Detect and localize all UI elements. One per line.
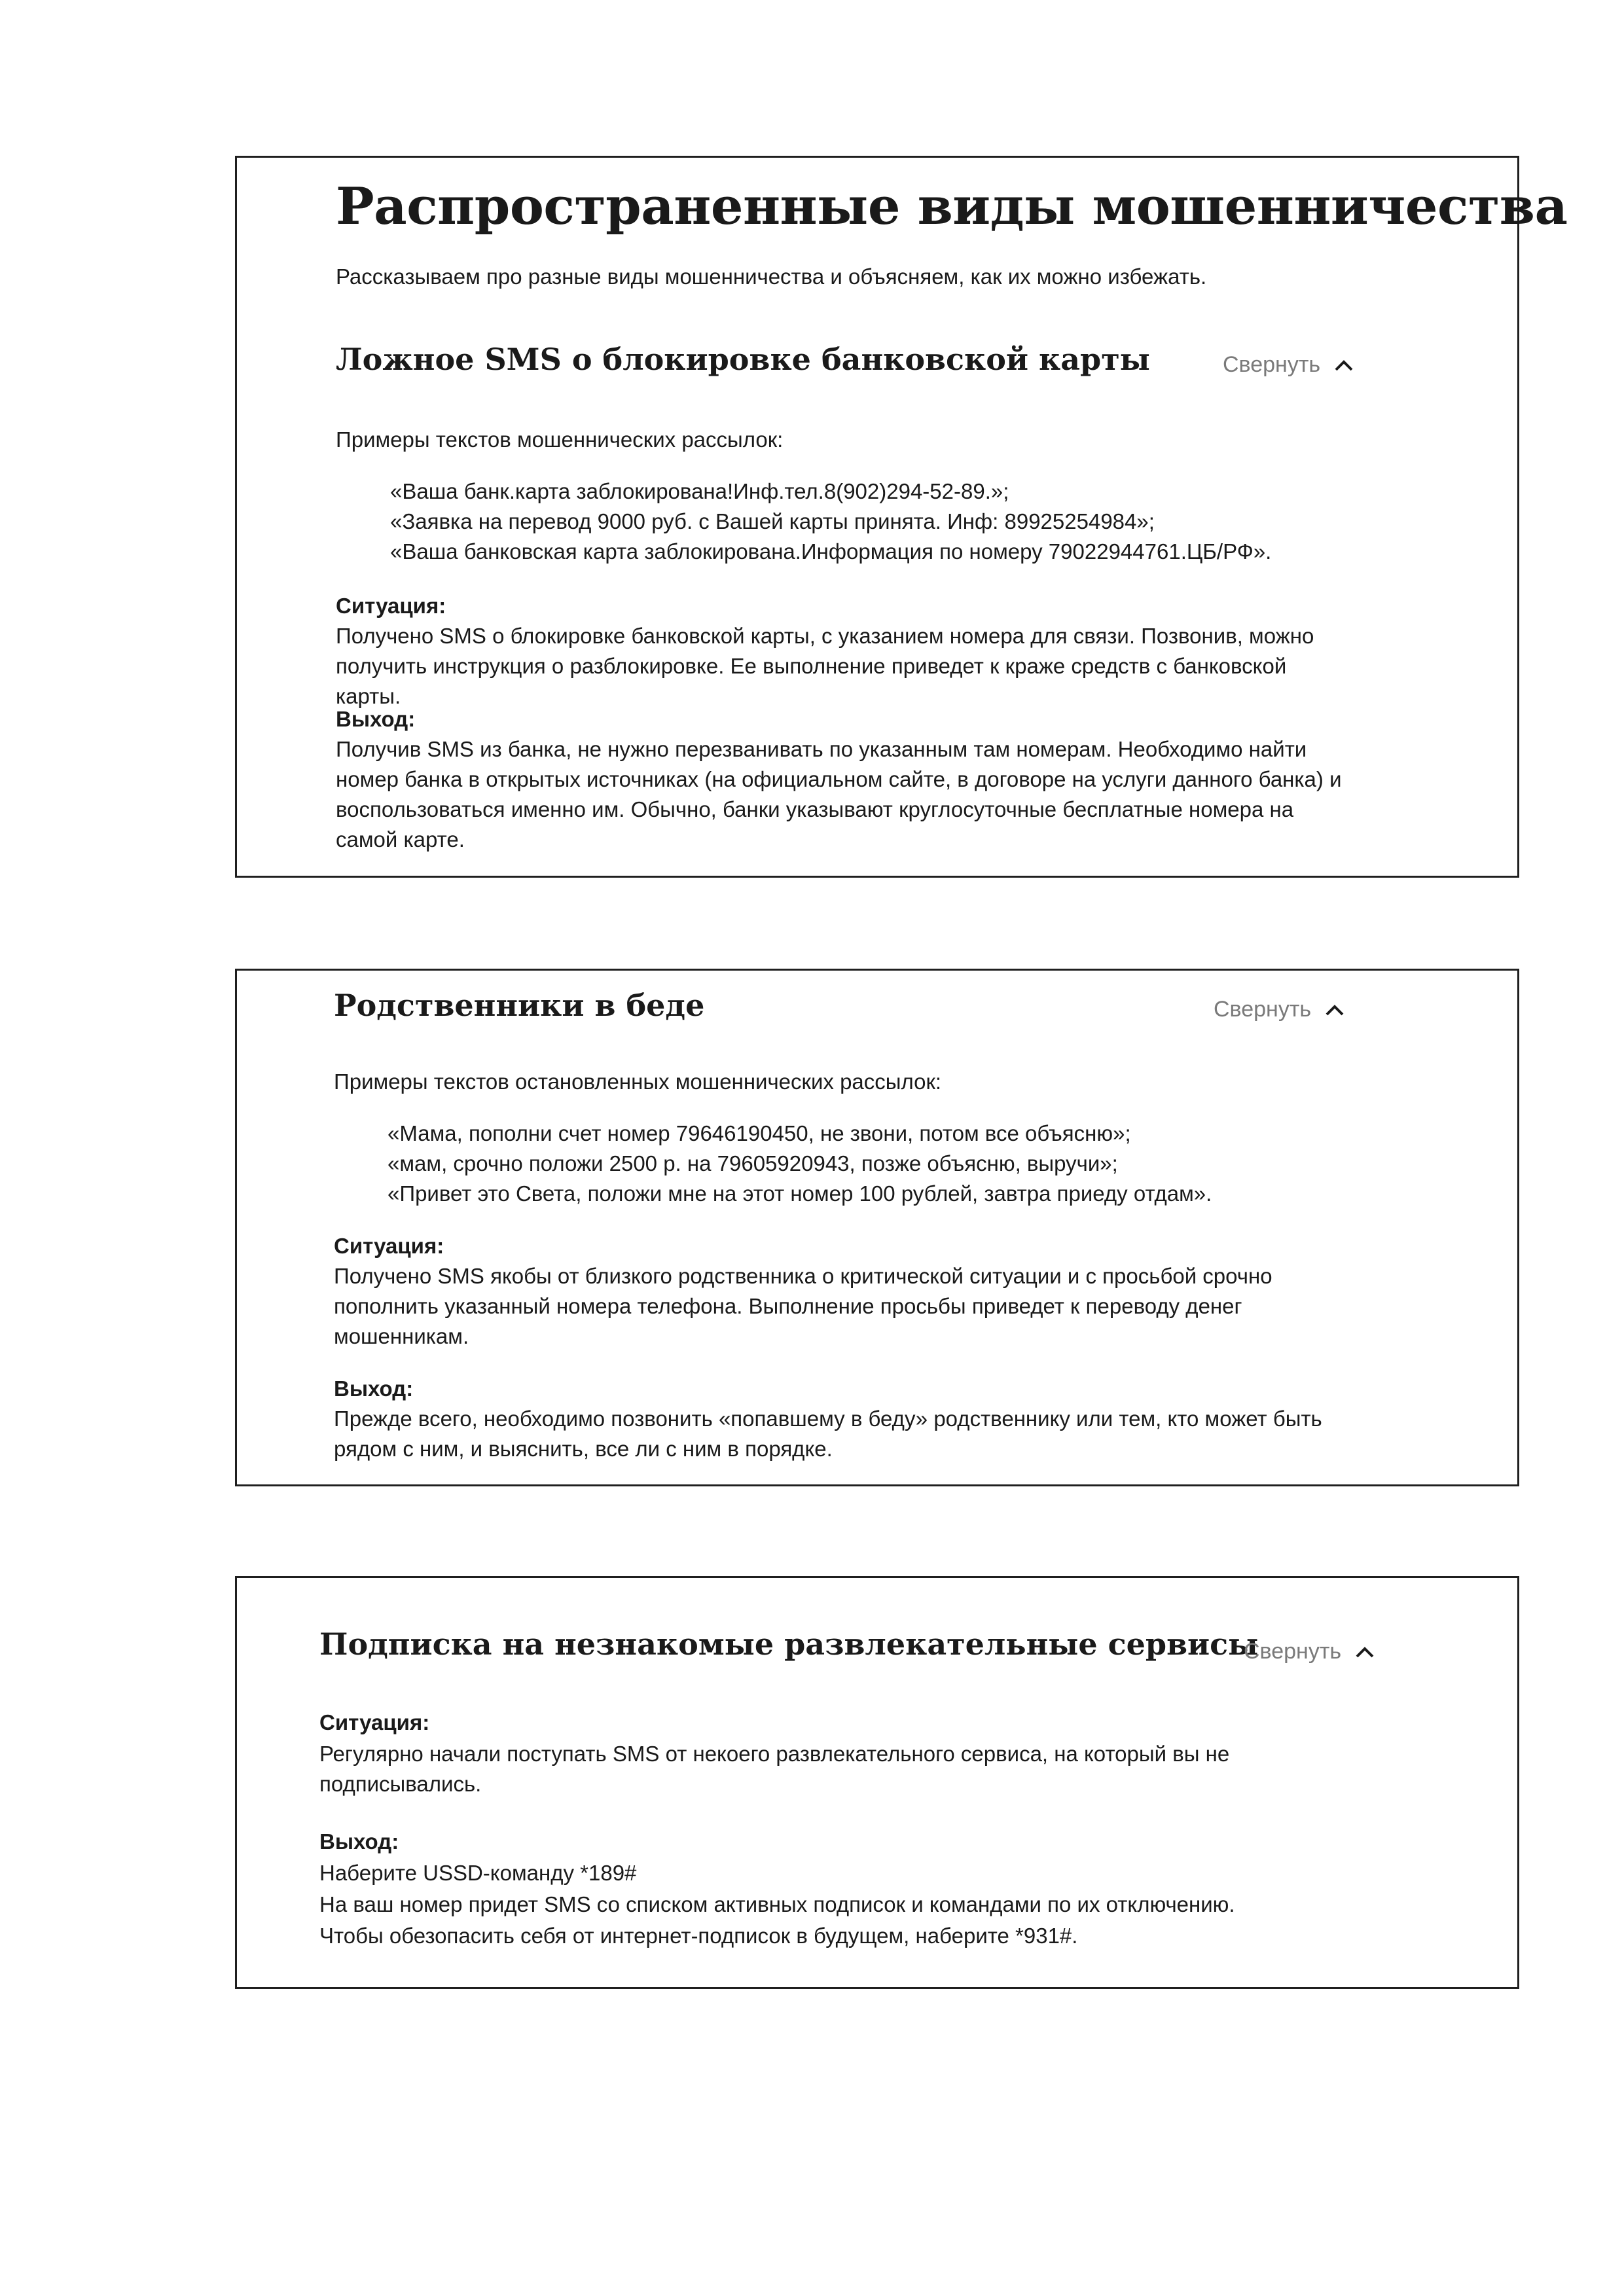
exit-text: Прежде всего, необходимо позвонить «попавшему в беду» родственнику или тем, кто может быть рядом с ним, и выяснить, все ли с ним в порядке. [334,1407,1322,1461]
situation-text: Получено SMS якобы от близкого родственника о критической ситуации и с просьбой срочно пополнить указанный номера телефона. Выполнение просьбы приведет к переводу денег мошенникам. [334,1264,1272,1348]
chevron-up-icon [1324,1003,1345,1017]
section-title: Подписка на незнакомые развлекательные сервисы [319,1626,1259,1662]
section-title: Родственники в беде [334,988,705,1023]
exit-line: На ваш номер придет SMS со списком активных подписок и командами по их отключению. [319,1892,1235,1916]
collapse-label: Свернуть [1223,352,1321,377]
collapse-label: Свернуть [1244,1639,1342,1664]
collapse-button[interactable] [1223,352,1354,378]
collapse-button[interactable] [1244,1639,1375,1664]
examples-intro: Примеры текстов мошеннических рассылок: [336,427,784,452]
exit-line: Чтобы обезопасить себя от интернет-подписок в будущем, наберите *931#. [319,1924,1078,1948]
exit-label: Выход: [336,707,416,731]
example-item: «Ваша банковская карта заблокирована.Информация по номеру 79022944761.ЦБ/РФ». [390,539,1272,564]
situation-label: Ситуация: [319,1710,430,1734]
fraud-card-bank-sms [235,156,1568,878]
chevron-up-icon [1354,1645,1375,1659]
situation-label: Ситуация: [336,594,446,618]
page-title: Распространенные виды мошенничества [336,177,1568,236]
examples-intro: Примеры текстов остановленных мошеннических рассылок: [334,1069,942,1094]
exit-label: Выход: [319,1829,399,1854]
chevron-up-icon [1333,358,1354,372]
example-item: «Заявка на перевод 9000 руб. с Вашей карты принята. Инф: 89925254984»; [390,509,1155,533]
situation-text: Получено SMS о блокировке банковской карты, с указанием номера для связи. Позвонив, можно получить инструкция о разблокировке. Ее выполнение приведет к краже средств с банковской карты. [336,624,1314,708]
example-item: «мам, срочно положи 2500 р. на 79605920943, позже объясню, выручи»; [388,1151,1118,1175]
exit-text: Получив SMS из банка, не нужно перезванивать по указанным там номерам. Необходимо найти номер банка в открытых источниках (на официальном сайте, в договоре на услуги данного банка) и воспользоваться именно им. Обычно, банки указывают круглосуточные бесплатные номера на самой карте. [336,737,1342,852]
collapse-button[interactable] [1214,997,1345,1022]
situation-text: Регулярно начали поступать SMS от некоего развлекательного сервиса, на который вы не подписывались. [319,1742,1230,1796]
fraud-card-subscriptions [235,1576,1519,1989]
examples-list [388,1119,1212,1209]
page-subtitle: Рассказываем про разные виды мошенничества и объясняем, как их можно избежать. [336,264,1207,289]
section-title: Ложное SMS о блокировке банковской карты [336,342,1150,377]
examples-list [390,476,1271,567]
example-item: «Мама, пополни счет номер 79646190450, не звони, потом все объясню»; [388,1121,1131,1145]
example-item: «Привет это Света, положи мне на этот номер 100 рублей, завтра приеду отдам». [388,1181,1212,1206]
fraud-card-relatives [235,969,1519,1486]
exit-label: Выход: [334,1376,414,1401]
situation-label: Ситуация: [334,1234,444,1258]
collapse-label: Свернуть [1214,997,1312,1022]
exit-line: Наберите USSD-команду *189# [319,1861,637,1885]
example-item: «Ваша банк.карта заблокирована!Инф.тел.8(902)294-52-89.»; [390,479,1009,503]
